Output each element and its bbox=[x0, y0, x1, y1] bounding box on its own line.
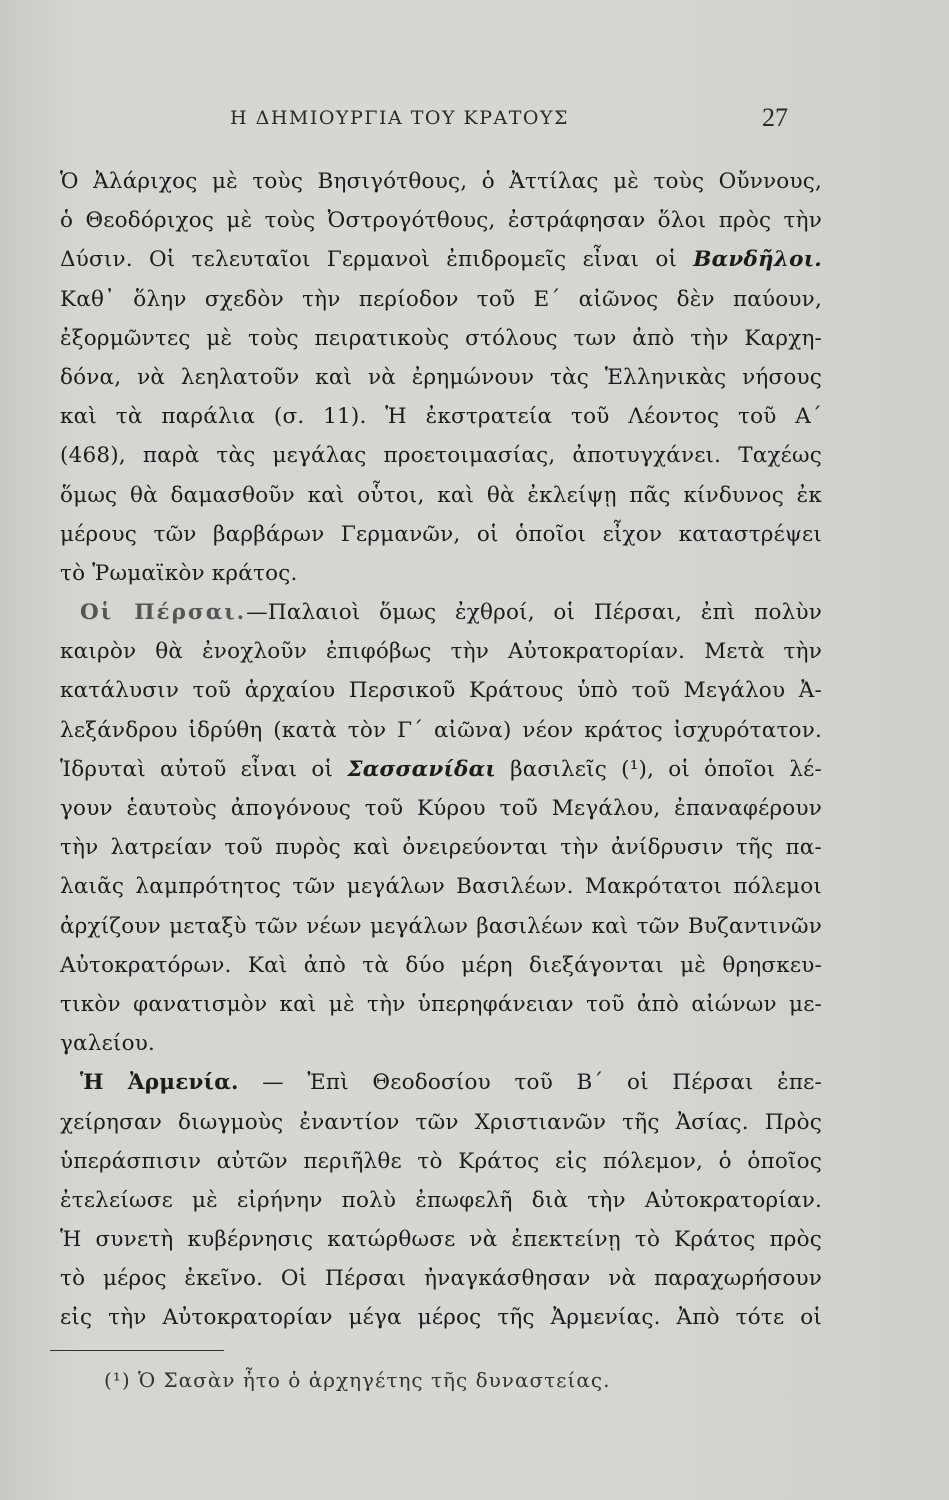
text-line bbox=[60, 750, 822, 789]
text-line: Ἡ συνετὴ κυβέρνησις κατώρθωσε νὰ ἐπεκτείνῃ τὸ Κράτος πρὸς bbox=[60, 1227, 822, 1253]
text-line: ὁ Θεοδόριχος μὲ τοὺς Ὀστρογότθους, ἐστράφησαν ὅλοι πρὸς τὴν bbox=[60, 208, 822, 234]
text-line: (468), παρὰ τὰς μεγάλας προετοιμασίας, ἀποτυγχάνει. Ταχέως bbox=[60, 443, 822, 469]
text-line: δόνα, νὰ λεηλατοῦν καὶ νὰ ἐρημώνουν τὰς Ἑλληνικὰς νήσους bbox=[60, 364, 822, 390]
text-line: ἐτελείωσε μὲ εἰρήνην πολὺ ἐπωφελῆ διὰ τὴν Αὐτοκρατορίαν. bbox=[60, 1187, 822, 1213]
text-line bbox=[60, 1063, 822, 1102]
text-line: γουν ἑαυτοὺς ἀπογόνους τοῦ Κύρου τοῦ Μεγάλου, ἐπαναφέρουν bbox=[60, 796, 822, 821]
text-line: τικὸν φανατισμὸν καὶ μὲ τὴν ὑπερηφάνειαν τοῦ ἀπὸ αἰώνων με- bbox=[60, 991, 822, 1017]
text-line: ὑπεράσπισιν αὐτῶν περιῆλθε τὸ Κράτος εἰς πόλεμον, ὁ ὁποῖος bbox=[60, 1148, 822, 1174]
text-line: λεξάνδρου ἱδρύθη (κατὰ τὸν Γ΄ αἰῶνα) νέον κράτος ἰσχυρότατον. bbox=[60, 717, 822, 743]
text-line bbox=[60, 240, 822, 279]
text-line: τὸ μέρος ἐκεῖνο. Οἱ Πέρσαι ἠναγκάσθησαν νὰ παραχωρήσουν bbox=[60, 1266, 822, 1292]
text-line: καιρὸν θὰ ἐνοχλοῦν ἐπιφόβως τὴν Αὐτοκρατορίαν. Μετὰ τὴν bbox=[60, 639, 822, 665]
paragraph-persians bbox=[60, 593, 822, 1063]
text-line: Ὁ Ἀλάριχος μὲ τοὺς Βησιγότθους, ὁ Ἀττίλας μὲ τοὺς Οὔννους, bbox=[60, 169, 822, 194]
text-line: εἰς τὴν Αὐτοκρατορίαν μέγα μέρος τῆς Ἀρμενίας. Ἀπὸ τότε οἱ bbox=[60, 1305, 822, 1331]
text-line: κατάλυσιν τοῦ ἀρχαίου Περσικοῦ Κράτους ὑπὸ τοῦ Μεγάλου Ἀ- bbox=[60, 678, 822, 704]
vandals-term: Βανδῆλοι. bbox=[693, 247, 822, 273]
text-line: ἀρχίζουν μεταξὺ τῶν νέων μεγάλων βασιλέων καὶ τῶν Βυζαντινῶν bbox=[60, 913, 822, 939]
text-line: ἐξορμῶντες μὲ τοὺς πειρατικοὺς στόλους των ἀπὸ τὴν Καρχη- bbox=[60, 325, 822, 351]
section-heading-armenia: Ἡ Ἀρμενία. bbox=[80, 1070, 239, 1096]
text-line: μέρους τῶν βαρβάρων Γερμανῶν, οἱ ὁποῖοι εἶχον καταστρέψει bbox=[60, 521, 822, 547]
footnote-divider bbox=[50, 1350, 224, 1351]
text-line: χείρησαν διωγμοὺς ἐναντίον τῶν Χριστιανῶν τῆς Ἀσίας. Πρὸς bbox=[60, 1109, 822, 1135]
text-line bbox=[60, 593, 822, 632]
text-segment: —Παλαιοὶ ὅμως ἐχθροί, οἱ Πέρσαι, ἐπὶ πολὺν bbox=[246, 600, 822, 626]
page-header bbox=[0, 103, 949, 133]
footnote-text: Ὁ Σασὰν ἦτο ὁ ἀρχηγέτης τῆς δυναστείας. bbox=[137, 1368, 611, 1392]
text-segment: Δύσιν. Οἱ τελευταῖοι Γερμανοὶ ἐπιδρομεῖς εἶναι οἱ bbox=[60, 247, 678, 273]
text-line: λαιᾶς λαμπρότητος τῶν μεγάλων Βασιλέων. Μακρότατοι πόλεμοι bbox=[60, 874, 822, 900]
page-number: 27 bbox=[762, 103, 788, 132]
text-segment: βασιλεῖς (¹), οἱ ὁποῖοι λέ- bbox=[510, 756, 822, 782]
text-segment: Ἱδρυταὶ αὐτοῦ εἶναι οἱ bbox=[60, 756, 334, 782]
text-line: Καθ᾽ ὅλην σχεδὸν τὴν περίοδον τοῦ Ε΄ αἰῶνος δὲν παύουν, bbox=[60, 286, 822, 312]
text-line: καὶ τὰ παράλια (σ. 11). Ἡ ἐκστρατεία τοῦ Λέοντος τοῦ Α΄ bbox=[60, 404, 822, 430]
text-line: τὴν λατρείαν τοῦ πυρὸς καὶ ὀνειρεύονται τὴν ἀνίδρυσιν τῆς πα- bbox=[60, 835, 822, 861]
body-text bbox=[60, 162, 822, 1338]
footnote bbox=[104, 1368, 610, 1392]
sassanids-term: Σασσανίδαι bbox=[347, 756, 496, 782]
paragraph-armenia bbox=[60, 1063, 822, 1337]
footnote-marker: (¹) bbox=[104, 1368, 131, 1392]
text-line: ὅμως θὰ δαμασθοῦν καὶ οὗτοι, καὶ θὰ ἐκλείψῃ πᾶς κίνδυνος ἐκ bbox=[60, 482, 822, 508]
running-title: Η ΔΗΜΙΟΥΡΓΙΑ ΤΟΥ ΚΡΑΤΟΥΣ bbox=[230, 107, 569, 129]
text-line: τὸ Ῥωμαϊκὸν κράτος. bbox=[60, 560, 298, 586]
paragraph-visigoths bbox=[60, 162, 822, 593]
text-line: Αὐτοκρατόρων. Καὶ ἀπὸ τὰ δύο μέρη διεξάγονται μὲ θρησκευ- bbox=[60, 952, 822, 978]
section-heading-persians: Οἱ Πέρσαι. bbox=[80, 600, 247, 626]
text-segment: — Ἐπὶ Θεοδοσίου τοῦ Β΄ οἱ Πέρσαι ἐπε- bbox=[262, 1070, 822, 1096]
text-line: γαλείου. bbox=[60, 1031, 156, 1057]
